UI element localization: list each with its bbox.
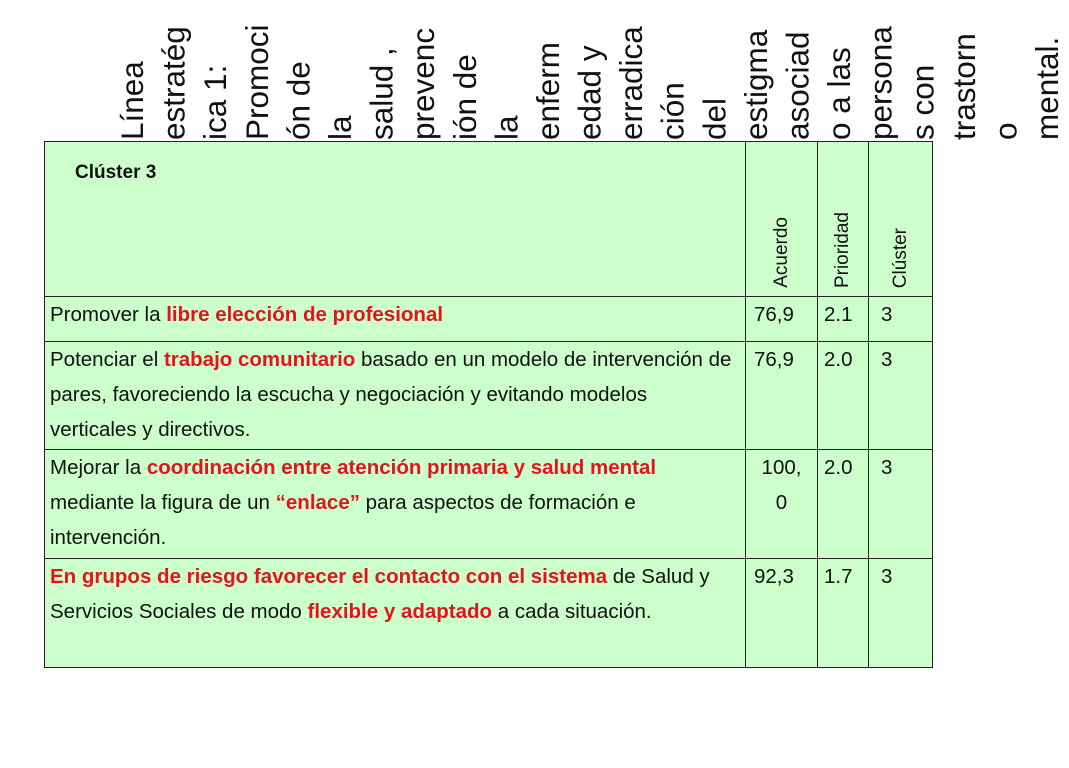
heading-line: prevenc [405,27,442,140]
plain-text: de Salud y Servicios Sociales de modo [50,565,710,623]
acuerdo-cell [746,342,818,450]
acuerdo-cell [746,450,818,559]
acuerdo-cell [746,559,818,668]
heading-line: trastorn [945,33,982,140]
plain-text: para aspectos de formación e intervención. [50,491,636,549]
cluster-table [44,141,933,668]
row-description [45,342,745,447]
row-description [45,297,745,333]
row-description-cell [45,559,746,668]
cluster-header-cell [869,142,933,297]
table-header-row [45,142,933,297]
heading-line: ón de la [280,61,358,140]
cluster-value: 3 [881,565,893,588]
cluster-cell [869,559,933,668]
cluster-cell [869,342,933,450]
prioridad-cell [818,342,869,450]
row-description [45,559,745,629]
heading-line: erradica [613,26,650,140]
heading-line: mental. [1029,36,1066,140]
prioridad-value: 2.0 [824,456,853,479]
highlighted-text: “enlace” [275,491,360,514]
cluster-value: 3 [881,456,893,479]
cluster-cell [869,297,933,342]
heading-line: asociad [779,31,816,140]
table-row [45,559,933,668]
prioridad-cell [818,297,869,342]
highlighted-text: En grupos de riesgo favorecer el contacto con el sistema [50,565,608,588]
heading-line: ica 1: [197,64,234,140]
plain-text: Potenciar el [50,348,164,371]
plain-text: basado en un modelo de intervención de pares, favoreciendo la escucha y negociación y evitando modelos verticales y directivos. [50,348,732,441]
row-description-cell [45,297,746,342]
plain-text: Mejorar la [50,456,147,479]
acuerdo-value: 76,9 [754,303,794,326]
row-description [45,450,745,555]
acuerdo-value: 92,3 [754,565,794,588]
prioridad-value: 2.1 [824,303,853,326]
heading-line: edad y [571,45,608,140]
heading-line: s con [904,64,941,140]
highlighted-text: coordinación entre atención primaria y salud mental [146,456,657,479]
heading-line: ión de [446,54,483,140]
strategic-line-heading [112,24,1066,140]
acuerdo-header-cell [746,142,818,297]
heading-line: persona [862,26,899,140]
prioridad-cell [818,559,869,668]
table-row [45,297,933,342]
table-row [45,450,933,559]
heading-line: la [488,115,525,140]
cluster-header: Clúster [889,227,911,288]
cluster-title: Clúster 3 [75,162,157,183]
prioridad-header-cell [818,142,869,297]
highlighted-text: flexible y adaptado [307,600,493,623]
cluster-cell [869,450,933,559]
heading-line: estigma [737,29,774,140]
acuerdo-value: 100, 0 [761,456,802,514]
heading-line: o [987,122,1024,140]
table-row [45,342,933,450]
heading-line: salud , [363,47,400,140]
heading-line: o a las [821,47,858,140]
heading-line: Línea [114,61,150,140]
heading-line: ción del [654,82,733,140]
row-description-cell [45,450,746,559]
heading-line: Promoci [238,24,275,140]
heading-line: estratég [155,26,192,140]
plain-text: mediante la figura de un [50,491,276,514]
prioridad-cell [818,450,869,559]
cluster-value: 3 [881,348,893,371]
plain-text: Promover la [50,303,167,326]
prioridad-value: 1.7 [824,565,853,588]
cluster-title-cell [45,142,746,297]
prioridad-header: Prioridad [832,211,853,288]
acuerdo-cell [746,297,818,342]
prioridad-value: 2.0 [824,348,853,371]
highlighted-text: trabajo comunitario [163,348,356,371]
plain-text: a cada situación. [492,600,652,623]
cluster-value: 3 [881,303,893,326]
acuerdo-header: Acuerdo [770,217,792,288]
highlighted-text: libre elección de profesional [166,303,444,326]
heading-line: enferm [529,41,566,140]
row-description-cell [45,342,746,450]
acuerdo-value: 76,9 [754,348,794,371]
